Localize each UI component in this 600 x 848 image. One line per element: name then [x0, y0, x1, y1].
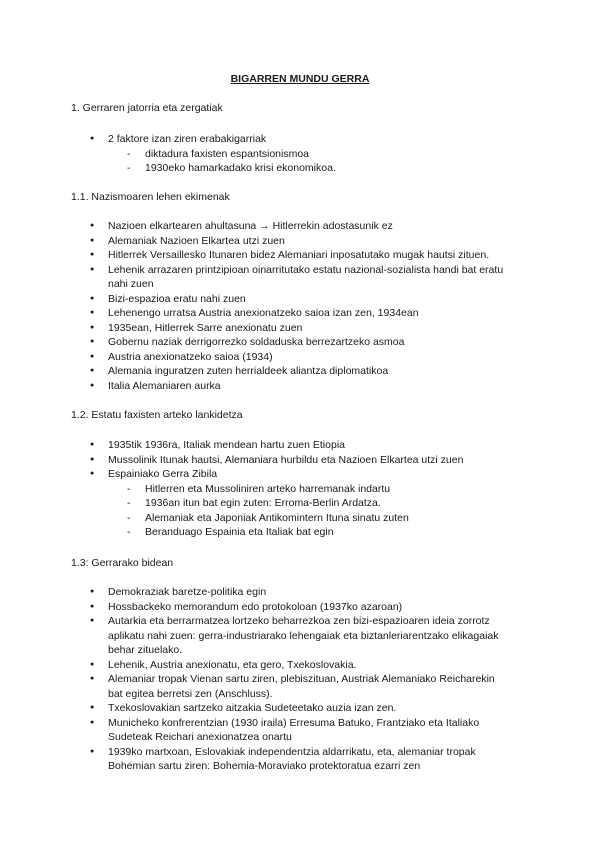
sub-list: [108, 482, 510, 540]
sub-list-item: - diktadura faxisten espantsionismoa: [108, 147, 510, 162]
list-item: ● Gobernu naziak derrigorrezko soldaduska berrezartzeko asmoa: [90, 335, 510, 350]
list-item: ● Mussolinik Itunak hautsi, Alemaniara hurbildu eta Nazioen Elkartea utzi zuen: [90, 453, 510, 468]
list-item: ● Demokraziak baretze-politika egin: [90, 585, 510, 600]
list-item: ● Austria anexionatzeko saioa (1934): [90, 350, 510, 365]
list-item: ● Lehenik arrazaren printzipioan oinarritutako estatu nazional-sozialista handi bat eratu nahi zuen: [90, 263, 510, 292]
list-item: ● Autarkia eta berrarmatzea lortzeko beharrezkoa zen bizi-espazioaren ideia zorrotz aplikatu nahi zuen: gerra-industriarako lehengaiak eta biztanleriarentzako elikagaiak behar zituelako.: [90, 614, 510, 658]
page-title: BIGARREN MUNDU GERRA: [230, 73, 370, 85]
list-item: ● Txekoslovakian sartzeko aitzakia Sudeteetako auzia izan zen.: [90, 701, 510, 716]
bullet-list: [90, 438, 510, 540]
sub-list-item: - Alemaniak eta Japoniak Antikomintern Ituna sinatu zuten: [108, 511, 510, 526]
sub-list-item: - Beranduago Espainia eta Italiak bat egin: [108, 525, 510, 540]
sub-list-item: - Hitlerren eta Mussoliniren arteko harremanak indartu: [108, 482, 510, 497]
list-item: ● Nazioen elkartearen ahultasuna → Hitlerrekin adostasunik ez: [90, 219, 510, 234]
list-item: ● Hitlerrek Versaillesko Itunaren bidez Alemaniari inposatutako mugak hautsi zituen.: [90, 248, 510, 263]
list-item: ● Espainiako Gerra Zibila - Hitlerren eta Mussoliniren arteko harremanak indartu - 1936an itun bat egin zuten: Erroma-Berlin Ardatza. - Alemaniak eta Japoniak Antikomintern Ituna sinatu zuten - Beranduago Espainia eta Italiak bat egin: [90, 467, 510, 540]
list-item: ● Lehenengo urratsa Austria anexionatzeko saioa izan zen, 1934ean: [90, 306, 510, 321]
list-item: ● Italia Alemaniaren aurka: [90, 379, 510, 394]
list-item: ● Bizi-espazioa eratu nahi zuen: [90, 292, 510, 307]
sub-list-item: - 1936an itun bat egin zuten: Erroma-Berlin Ardatza.: [108, 496, 510, 511]
section-heading: 1.1. Nazismoaren lehen ekimenak: [71, 191, 230, 203]
list-item: ● 1935ean, Hitlerrek Sarre anexionatu zuen: [90, 321, 510, 336]
bullet-list: [90, 219, 510, 393]
bullet-list: [90, 132, 510, 176]
list-item: ● Lehenik, Austria anexionatu, eta gero, Txekoslovakia.: [90, 658, 510, 673]
list-item: ● Alemania inguratzen zuten herrialdeek aliantza diplomatikoa: [90, 364, 510, 379]
list-item: ● 2 faktore izan ziren erabakigarriak - diktadura faxisten espantsionismoa - 1930eko hamarkadako krisi ekonomikoa.: [90, 132, 510, 176]
list-item: ● Alemaniak Nazioen Elkartea utzi zuen: [90, 234, 510, 249]
list-item: ● 1939ko martxoan, Eslovakiak independentzia aldarrikatu, eta, alemaniar tropak Bohemian sartu ziren: Bohemia-Moraviako protektoratua ezarri zen: [90, 745, 510, 774]
list-item: ● Hossbackeko memorandum edo protokoloan (1937ko azaroan): [90, 600, 510, 615]
sub-list: [108, 147, 510, 176]
section-heading: 1. Gerraren jatorria eta zergatiak: [71, 102, 223, 114]
bullet-list: [90, 585, 510, 774]
list-item: ● Alemaniar tropak Vienan sartu ziren, plebiszituan, Austriak Alemaniako Reicharekin bat egitea berretsi zen (Anschluss).: [90, 672, 510, 701]
sub-list-item: - 1930eko hamarkadako krisi ekonomikoa.: [108, 161, 510, 176]
list-item: ● 1935tik 1936ra, Italiak mendean hartu zuen Etiopia: [90, 438, 510, 453]
list-item: ● Municheko konfrerentzian (1930 iraila) Erresuma Batuko, Frantziako eta Italiako Sudeteak Reichari anexionatzea onartu: [90, 716, 510, 745]
section-heading: 1.2. Estatu faxisten arteko lankidetza: [71, 409, 243, 421]
section-heading: 1.3: Gerrarako bidean: [71, 557, 174, 569]
